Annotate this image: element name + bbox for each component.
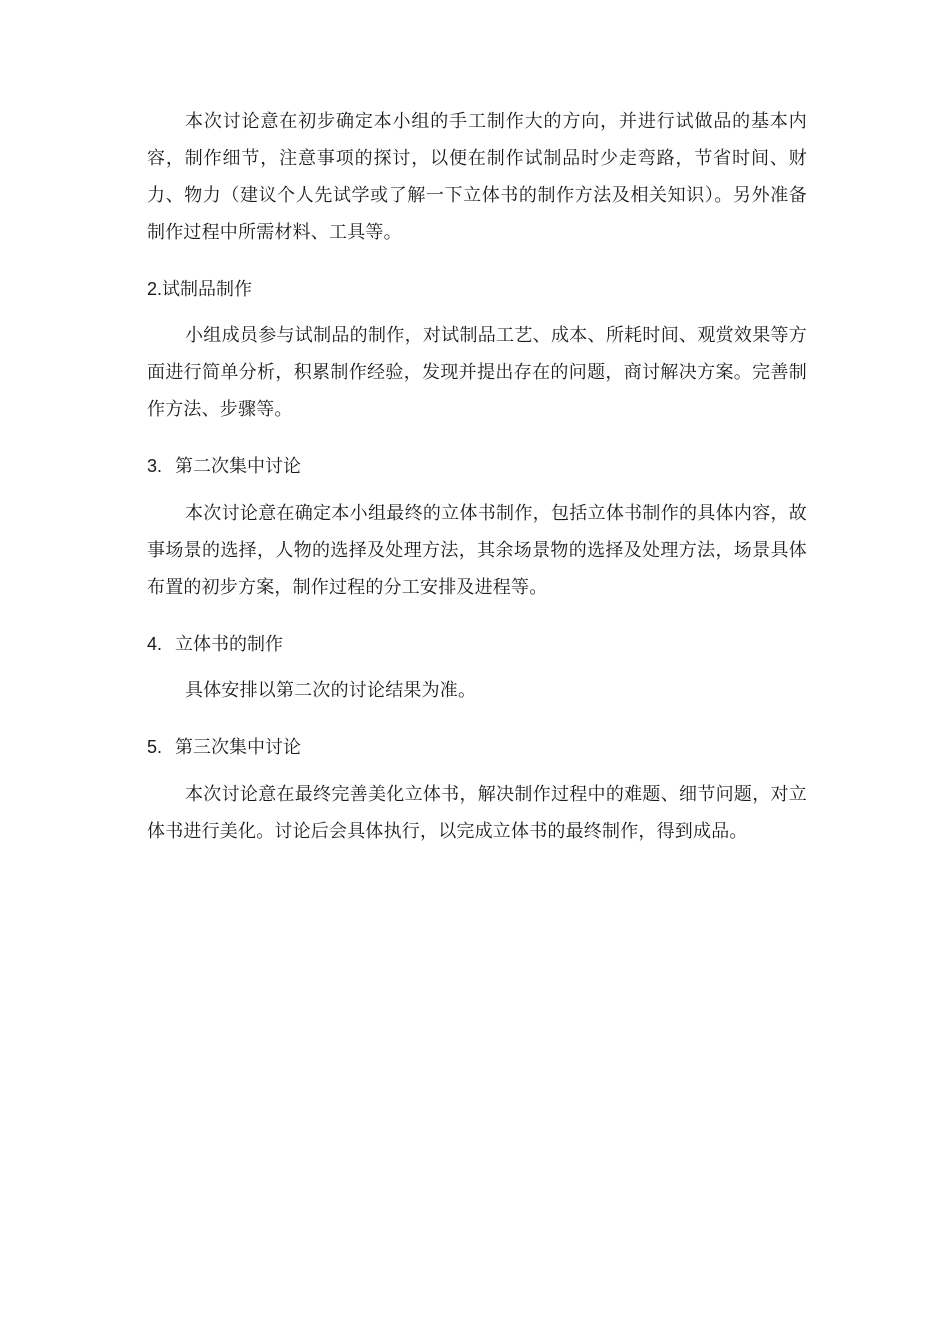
intro-paragraph: 本次讨论意在初步确定本小组的手工制作大的方向，并进行试做品的基本内容，制作细节，注意事项的探讨，以便在制作试制品时少走弯路，节省时间、财力、物力（建议个人先试学或了解一下立体书的制作方法及相关知识）。另外准备制作过程中所需材料、工具等。	[147, 111, 807, 243]
section-heading-2	[147, 276, 807, 303]
section-heading-5	[147, 734, 807, 761]
section-number: 2.	[147, 279, 163, 299]
section-paragraph-4: 具体安排以第二次的讨论结果为准。	[185, 680, 477, 701]
section-title: 立体书的制作	[175, 634, 283, 655]
section-paragraph-2: 小组成员参与试制品的制作，对试制品工艺、成本、所耗时间、观赏效果等方面进行简单分析，积累制作经验，发现并提出存在的问题，商讨解决方案。完善制作方法、步骤等。	[147, 325, 807, 420]
section-heading-3	[147, 453, 807, 480]
section-title: 第三次集中讨论	[175, 737, 301, 758]
section-title: 第二次集中讨论	[175, 456, 301, 477]
section-heading-4	[147, 631, 807, 658]
section-number: 5.	[147, 737, 163, 757]
section-number: 3.	[147, 456, 163, 476]
section-paragraph-3: 本次讨论意在确定本小组最终的立体书制作，包括立体书制作的具体内容，故事场景的选择，人物的选择及处理方法，其余场景物的选择及处理方法，场景具体布置的初步方案，制作过程的分工安排及进程等。	[147, 503, 807, 598]
section-paragraph-5: 本次讨论意在最终完善美化立体书，解决制作过程中的难题、细节问题，对立体书进行美化。讨论后会具体执行，以完成立体书的最终制作，得到成品。	[147, 784, 807, 842]
section-title: 试制品制作	[162, 279, 253, 300]
section-number: 4.	[147, 634, 163, 654]
